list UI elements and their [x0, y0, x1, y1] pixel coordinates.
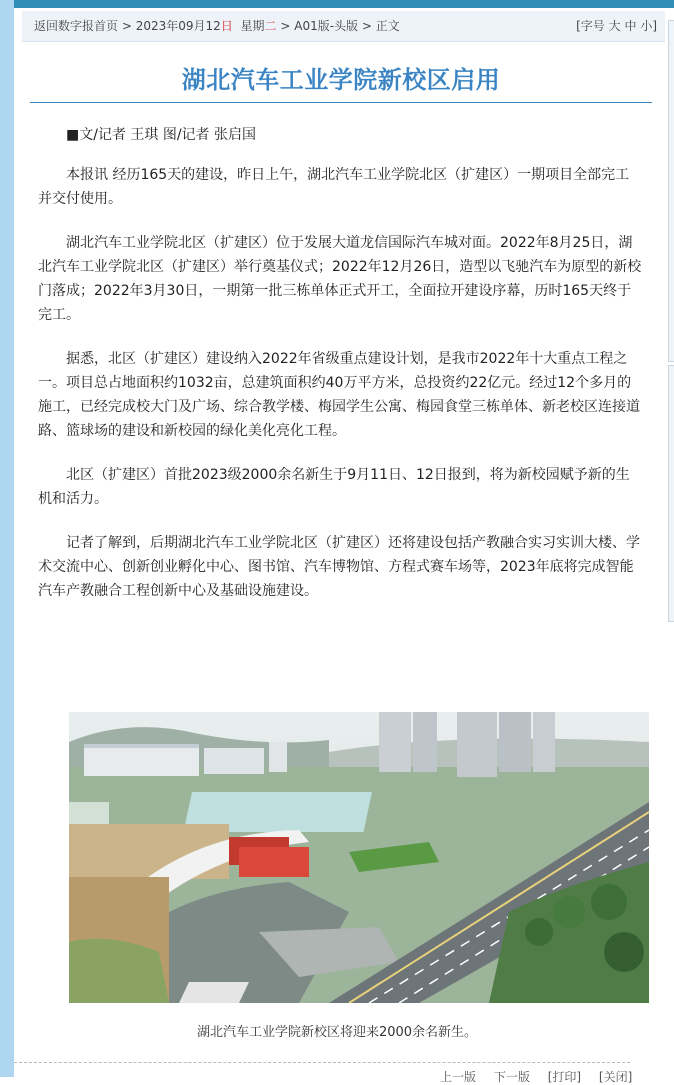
- font-size-small-button[interactable]: 小]: [640, 19, 657, 33]
- next-page-link[interactable]: 下一版: [493, 1070, 530, 1084]
- font-size-medium-button[interactable]: 中: [624, 19, 637, 33]
- left-sidebar-strip: [0, 0, 14, 1077]
- article-paragraph: 本报讯 经历165天的建设，昨日上午，湖北汽车工业学院北区（扩建区）一期项目全部完工并交付使用。: [38, 167, 630, 207]
- close-button[interactable]: [关闭]: [598, 1070, 633, 1084]
- breadcrumb-separator: >: [361, 19, 372, 33]
- bottom-divider: [14, 1062, 630, 1063]
- article-paragraph: 北区（扩建区）首批2023级2000余名新生于9月11日、12日报到，将为新校园赋予新的生机和活力。: [38, 467, 630, 507]
- campus-aerial-photo: [69, 712, 649, 1003]
- right-panel-edge-upper: [668, 20, 674, 362]
- font-size-controls: [576, 11, 657, 41]
- photo-caption: 湖北汽车工业学院新校区将迎来2000余名新生。: [196, 1025, 478, 1040]
- article-paragraph: 据悉，北区（扩建区）建设纳入2022年省级重点建设计划，是我市2022年十大重点工程之一。项目总占地面积约1032亩，总建筑面积约40万平方米，总投资约22亿元。经过12个多月的施工，已经完成校大门及广场、综合教学楼、梅园学生公寓、梅园食堂三栋单体、新老校区连接道路、篮球场的建设和新校园的绿化美化亮化工程。: [38, 351, 640, 439]
- prev-page-link[interactable]: 上一版: [440, 1070, 477, 1084]
- print-button[interactable]: [打印]: [547, 1070, 582, 1084]
- breadcrumb-weekday-day: 二: [264, 19, 277, 33]
- breadcrumb-weekday: [240, 19, 276, 33]
- breadcrumb: [34, 11, 400, 41]
- top-color-strip: [14, 0, 674, 8]
- breadcrumb-weekday-text: 星期: [240, 19, 265, 33]
- breadcrumb-current: 正文: [375, 19, 400, 33]
- breadcrumb-date-text: 2023年09月12: [135, 19, 221, 33]
- title-divider: [30, 102, 652, 103]
- breadcrumb-page-link[interactable]: A01版-头版: [294, 19, 359, 33]
- article-body: [38, 123, 642, 623]
- article-title: 湖北汽车工业学院新校区启用: [181, 66, 501, 94]
- breadcrumb-separator: >: [280, 19, 291, 33]
- breadcrumb-home-link[interactable]: 返回数字报首页: [34, 19, 119, 33]
- breadcrumb-date: [136, 19, 233, 33]
- right-panel-edge-lower: [668, 365, 674, 622]
- breadcrumb-date-day-char: 日: [220, 19, 233, 33]
- font-size-large-button[interactable]: 大: [608, 19, 621, 33]
- article-byline: ■文/记者 王琪 图/记者 张启国: [66, 127, 257, 143]
- article-paragraph: 湖北汽车工业学院北区（扩建区）位于发展大道龙信国际汽车城对面。2022年8月25日，湖北汽车工业学院北区（扩建区）举行奠基仪式；2022年12月26日，造型以飞驰汽车为原型的新校门落成；2022年3月30日，一期第一批三栋单体正式开工，全面拉开建设序幕，历时165天终于完工。: [38, 235, 642, 323]
- article-paragraph: 记者了解到，后期湖北汽车工业学院北区（扩建区）还将建设包括产教融合实习实训大楼、学术交流中心、创新创业孵化中心、图书馆、汽车博物馆、方程式赛车场等，2023年底将完成智能汽车产教融合工程创新中心及基础设施建设。: [38, 535, 640, 599]
- breadcrumb-bar: [22, 11, 665, 42]
- breadcrumb-separator: >: [121, 19, 132, 33]
- font-size-label: [字号: [576, 19, 605, 33]
